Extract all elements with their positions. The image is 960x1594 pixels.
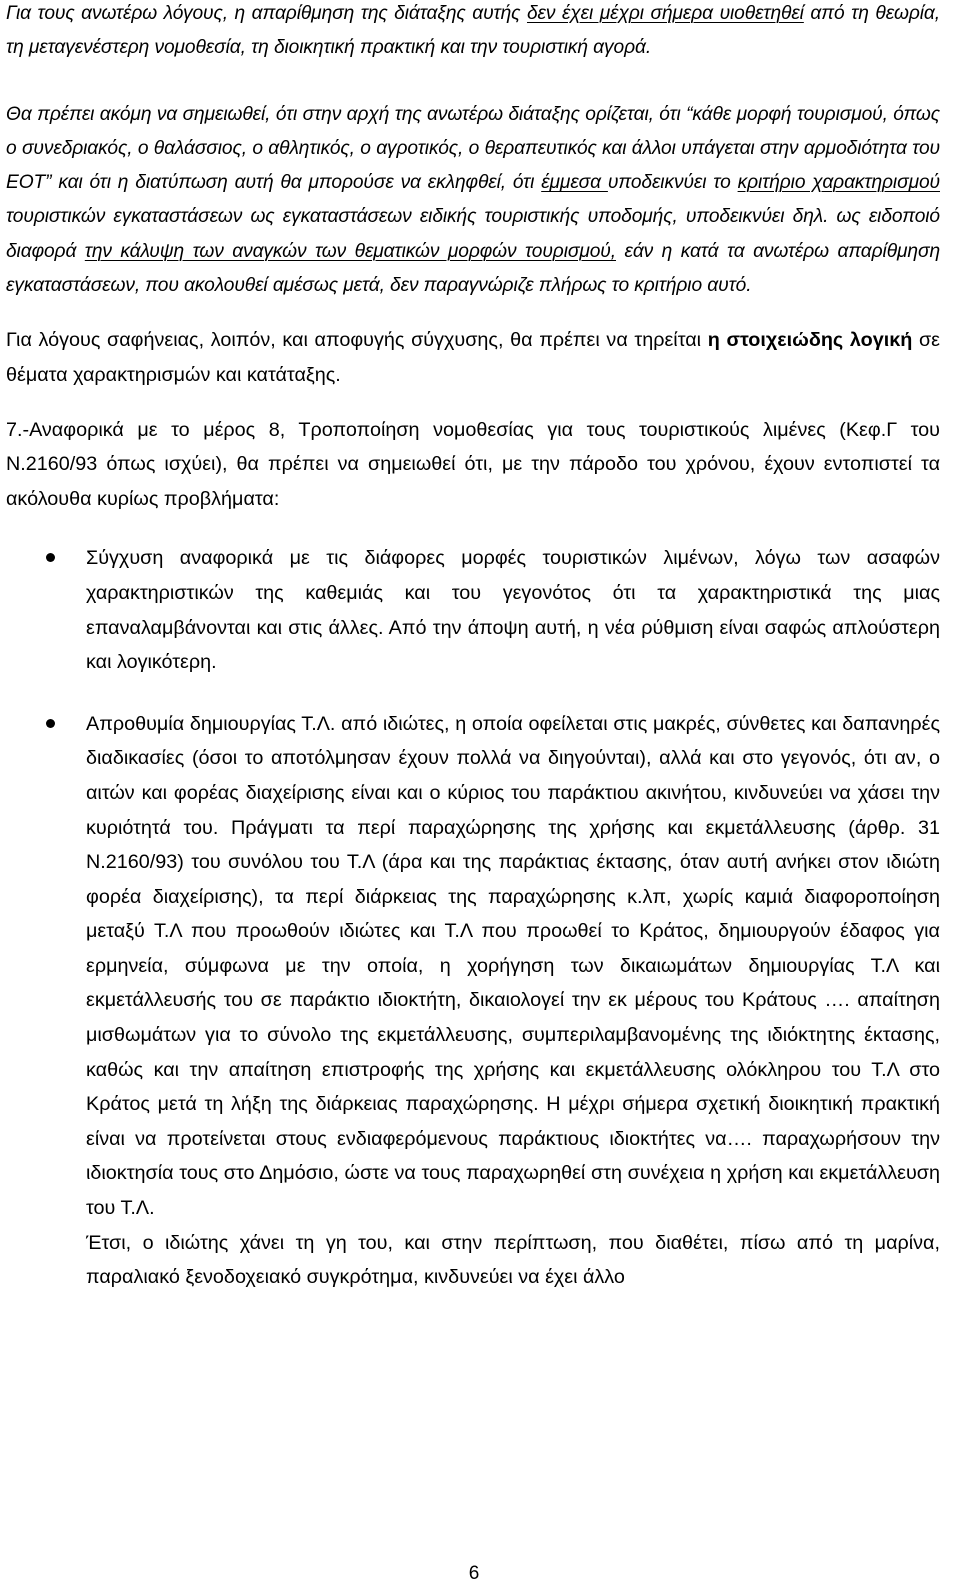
underlined-phrase: δεν έχει μέχρι σήμερα υιοθετηθεί [526, 3, 804, 24]
text-span: εάν η κατά τα ανωτέρω απαρίθμηση εγκαταστάσεων, που ακολουθεί αμέσως μετά, δεν παραγνώριζε πλήρως το κριτήριο αυτό. [6, 240, 941, 297]
bullet-item-private-reluctance [6, 707, 940, 1226]
bullet-icon [46, 553, 55, 562]
bullet-text: Απροθυμία δημιουργίας Τ.Λ. από ιδιώτες, η οποία οφείλεται στις μακρές, σύνθετες και δαπανηρές διαδικασίες (όσοι το αποτόλμησαν έχουν πολλά να διηγούνται), αλλά και στο γεγονός, ότι αν, ο αιτών και φορέας διαχείρισης είναι και ο κύριος του παράκτιου ακινήτου, κινδυνεύει να χάσει την κυριότητά του. Πράγματι τα περί παραχώρησης της χρήσης και εκμετάλλευσης (άρθρ. 31 Ν.2160/93) του συνόλου του Τ.Λ (άρα και της παράκτιας έκτασης, όταν αυτή ανήκει στον ιδιώτη φορέα διαχείρισης), τα περί διάρκειας της παραχώρησης κ.λπ, χωρίς καμιά διαφοροποίηση μεταξύ Τ.Λ που προωθούν ιδιώτες και Τ.Λ που προωθεί το Κράτος, δημιουργούν έδαφος για ερμηνεία, σύμφωνα με την οποία, η χορήγηση των δικαιωμάτων δημιουργίας Τ.Λ και εκμετάλλευσής του σε παράκτιο ιδιοκτήτη, δικαιολογεί την εκ μέρους του Κράτους …. απαίτηση μισθωμάτων για το σύνολο της εκμετάλλευσης, συμπεριλαμβανομένης της ιδιόκτητης έκτασης, καθώς και την απαίτηση επιστροφής της χρήσης και εκμετάλλευσης ολόκληρου του Τ.Λ στο Κράτος μετά τη λήξη της διάρκειας παραχώρησης. Η μέχρι σήμερα σχετική διοικητική πρακτική είναι να προτείνεται στους ενδιαφερόμενους παράκτιους ιδιοκτήτες να…. παραχωρήσουν την ιδιοκτησία τους στο Δημόσιο, ώστε να τους παραχωρηθεί στη συνέχεια η χρήση και εκμετάλλευση του Τ.Λ. [86, 712, 940, 1220]
underlined-phrase: την κάλυψη των αναγκών των θεματικών μορφών τουρισμού, [84, 240, 616, 262]
bullet-text: Σύγχυση αναφορικά με τις διάφορες μορφές τουριστικών λιμένων, λόγω των ασαφών χαρακτηριστικών της καθεμιάς και του γεγονότος ότι τα χαρακτηριστικά της μιας επαναλαμβάνονται και στις άλλες. Από την άποψη αυτή, η νέα ρύθμιση είναι σαφώς απλούστερη και λογικότερη. [86, 547, 940, 674]
underlined-phrase: κριτήριο χαρακτηρισμού [737, 172, 940, 194]
bullet-item-port-types-confusion [6, 541, 940, 679]
text-span: τουριστικών εγκαταστάσεων ως εγκαταστάσεων ειδικής τουριστικής υποδομής, υποδεικνύει δηλ. ως ειδοποιό διαφορά [6, 206, 940, 262]
text-span: Θα πρέπει ακόμη να σημειωθεί, ότι στην αρχή της ανωτέρω διάταξης ορίζεται, ότι “κάθε μορφή τουρισμού, όπως ο συνεδριακός, ο θαλάσσιος, ο αθλητικός, ο αγροτικός, ο θεραπευτικός και άλλοι υπάγεται στην αρμοδιότητα του ΕΟΤ” και ότι η διατύπωση αυτή θα μπορούσε να εκληφθεί, ότι [6, 103, 940, 194]
document-page [6, 0, 940, 1295]
page-number: 6 [468, 1563, 480, 1584]
text-span: σε θέματα χαρακτηρισμών και κατάταξης. [6, 329, 940, 386]
paragraph-eot-competence [6, 98, 940, 304]
paragraph-landowner-loss: Έτσι, ο ιδιώτης χάνει τη γη του, και στην περίπτωση, που διαθέτει, πίσω από τη μαρίνα, παραλιακό ξενοδοχειακό συγκρότημα, κινδυνεύει να έχει άλλο [86, 1231, 940, 1289]
underlined-phrase: έμμεσα [541, 172, 608, 194]
text-span: Για τους ανωτέρω λόγους, η απαρίθμηση της διάταξης αυτής [6, 3, 527, 24]
paragraph-elementary-logic [6, 323, 940, 392]
paragraph-section-7-ports: 7.-Αναφορικά με το μέρος 8, Τροποποίηση νομοθεσίας για τους τουριστικούς λιμένες (Κεφ.Γ του Ν.2160/93 όπως ισχύει), θα πρέπει να σημειωθεί ότι, με την πάροδο του χρόνου, έχουν εντοπιστεί τα ακόλουθα κυρίως προβλήματα: [6, 418, 940, 510]
text-span: υποδεικνύει το [607, 172, 738, 194]
paragraph-enumeration-not-adopted [6, 0, 940, 66]
bold-phrase: η στοιχειώδης λογική [707, 329, 913, 352]
text-span: από τη θεωρία, τη μεταγενέστερη νομοθεσία, τη διοικητική πρακτική και την τουριστική αγορά. [6, 3, 940, 59]
text-span: Για λόγους σαφήνειας, λοιπόν, και αποφυγής σύγχυσης, θα πρέπει να τηρείται [6, 329, 708, 352]
bullet-icon [46, 719, 55, 728]
